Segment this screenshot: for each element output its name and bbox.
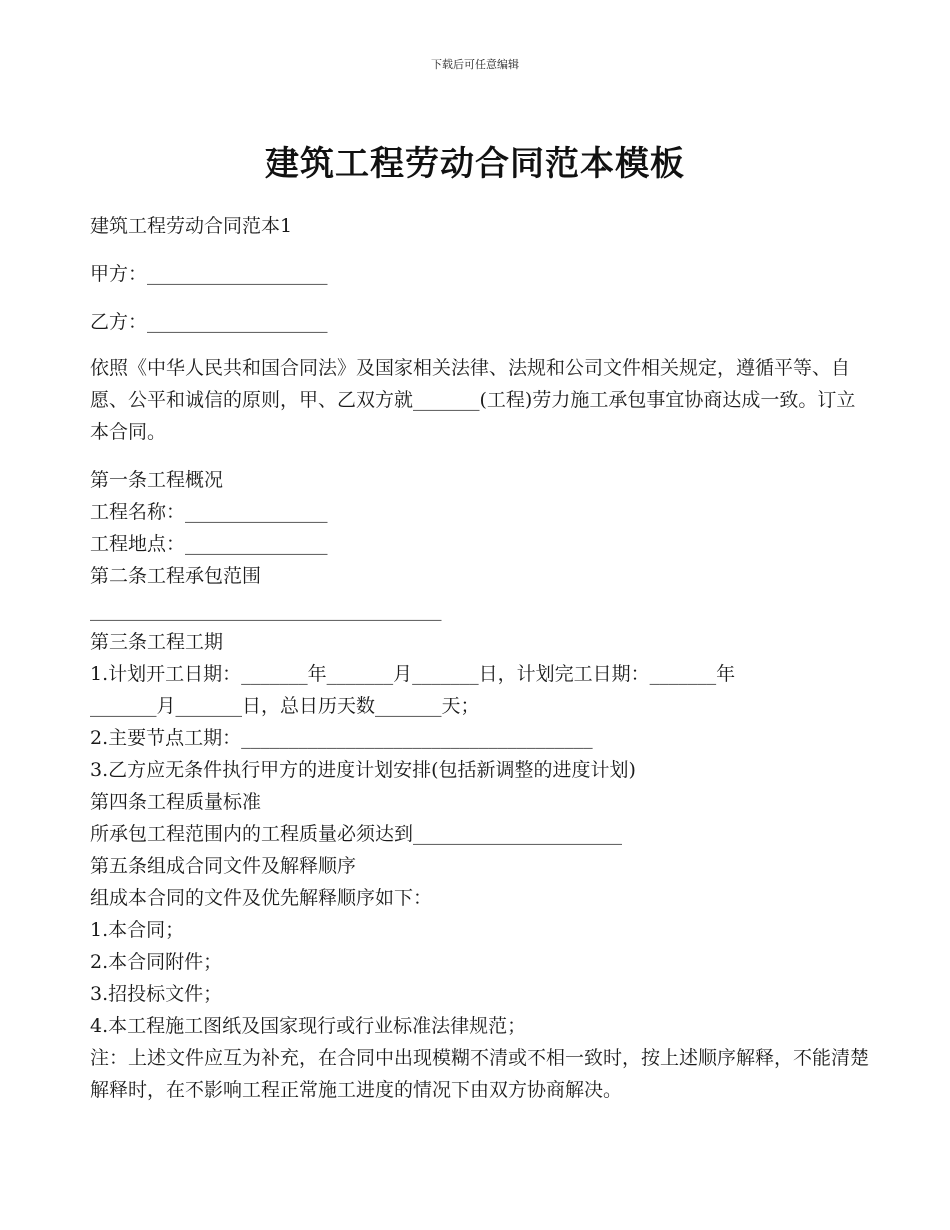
clause-line: 1.计划开工日期：_______年_______月_______日，计划完工日期：_______年 — [90, 663, 736, 685]
contract-subtitle: 建筑工程劳动合同范本1 — [90, 215, 293, 237]
list-item: 2.本合同附件； — [90, 951, 223, 973]
party-a-field: 甲方：___________________ — [90, 263, 328, 285]
clause-line: 所承包工程范围内的工程质量必须达到______________________ — [90, 823, 623, 845]
scope-blank: _____________________________________ — [90, 599, 442, 621]
header-note: 下载后可任意编辑 — [431, 58, 519, 71]
project-location-field: 工程地点：_______________ — [90, 533, 328, 555]
clause-line: _______月_______日，总日历天数_______天； — [90, 695, 480, 717]
document-title: 建筑工程劳动合同范本模板 — [265, 144, 685, 184]
list-item: 1.本合同； — [90, 919, 185, 941]
section-heading: 第三条工程工期 — [90, 631, 224, 653]
clause-line: 组成本合同的文件及优先解释顺序如下： — [90, 887, 433, 909]
project-name-field: 工程名称：_______________ — [90, 501, 328, 523]
note-paragraph: 注：上述文件应互为补充，在合同中出现模糊不清或不相一致时，按上述顺序解释，不能清楚解释时，在不影响工程正常施工进度的情况下由双方协商解决。 — [90, 1047, 870, 1101]
clause-line: 2.主要节点工期：_____________________________________ — [90, 727, 593, 749]
section-heading: 第一条工程概况 — [90, 469, 224, 491]
section-heading: 第五条组成合同文件及解释顺序 — [90, 855, 357, 877]
list-item: 4.本工程施工图纸及国家现行或行业标准法律规范； — [90, 1015, 527, 1037]
list-item: 3.招投标文件； — [90, 983, 223, 1005]
section-heading: 第四条工程质量标准 — [90, 791, 262, 813]
intro-paragraph: 依照《中华人民共和国合同法》及国家相关法律、法规和公司文件相关规定，遵循平等、自愿、公平和诚信的原则，甲、乙双方就_______(工程)劳力施工承包事宜协商达成一致。订立本合同。 — [90, 357, 856, 443]
clause-line: 3.乙方应无条件执行甲方的进度计划安排(包括新调整的进度计划) — [90, 759, 636, 781]
section-heading: 第二条工程承包范围 — [90, 565, 262, 587]
party-b-field: 乙方：___________________ — [90, 311, 328, 333]
